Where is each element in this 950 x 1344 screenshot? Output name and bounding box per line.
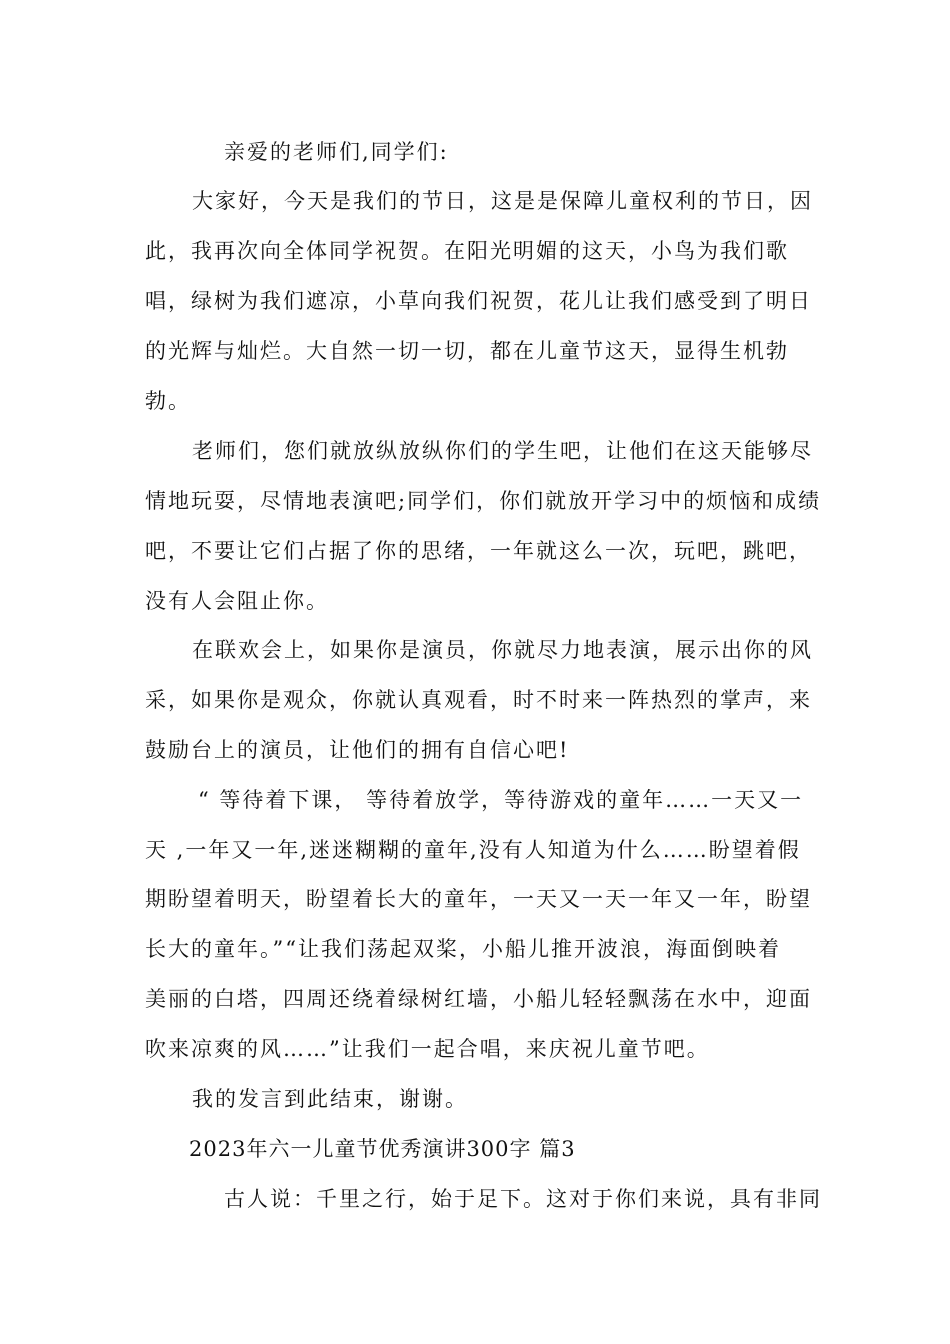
- paragraph-line: 勃。: [145, 389, 191, 413]
- section-heading: 2023年六一儿童节优秀演讲300字 篇3: [189, 1137, 576, 1161]
- paragraph-line: “ 等待着下课， 等待着放学，等待游戏的童年……一天又一: [198, 788, 804, 812]
- paragraph-line: 吧，不要让它们占据了你的思绪，一年就这么一次，玩吧，跳吧，: [145, 539, 812, 563]
- paragraph-line: 的光辉与灿烂。大自然一切一切，都在儿童节这天，显得生机勃: [145, 339, 789, 363]
- closing-line: 我的发言到此结束，谢谢。: [192, 1087, 468, 1111]
- paragraph-line: 长大的童年。”“让我们荡起双桨，小船儿推开波浪，海面倒映着: [145, 937, 781, 961]
- paragraph-line: 唱，绿树为我们遮凉，小草向我们祝贺，花儿让我们感受到了明日: [145, 289, 812, 313]
- paragraph-line: 情地玩耍，尽情地表演吧;同学们，你们就放开学习中的烦恼和成绩: [145, 489, 822, 513]
- paragraph-line: 大家好，今天是我们的节日，这是是保障儿童权利的节日，因: [192, 189, 813, 213]
- paragraph-line: 采，如果你是观众，你就认真观看，时不时来一阵热烈的掌声，来: [145, 688, 812, 712]
- greeting-line: 亲爱的老师们,同学们:: [224, 140, 449, 164]
- paragraph-line: 此，我再次向全体同学祝贺。在阳光明媚的这天，小鸟为我们歌: [145, 239, 789, 263]
- paragraph-line: 期盼望着明天，盼望着长大的童年，一天又一天一年又一年，盼望: [145, 887, 812, 911]
- paragraph-line: 老师们，您们就放纵放纵你们的学生吧，让他们在这天能够尽: [192, 439, 813, 463]
- paragraph-line: 天 ,一年又一年,迷迷糊糊的童年,没有人知道为什么……盼望着假: [145, 838, 801, 862]
- paragraph-line: 在联欢会上，如果你是演员，你就尽力地表演，展示出你的风: [192, 638, 813, 662]
- paragraph-line: 鼓励台上的演员，让他们的拥有自信心吧!: [145, 738, 570, 762]
- paragraph-line: 美丽的白塔，四周还绕着绿树红墙，小船儿轻轻飘荡在水中，迎面: [145, 987, 812, 1011]
- paragraph-line: 古人说：千里之行，始于足下。这对于你们来说，具有非同: [224, 1187, 822, 1211]
- paragraph-line: 吹来凉爽的风……”让我们一起合唱，来庆祝儿童节吧。: [145, 1037, 710, 1061]
- paragraph-line: 没有人会阻止你。: [145, 589, 329, 613]
